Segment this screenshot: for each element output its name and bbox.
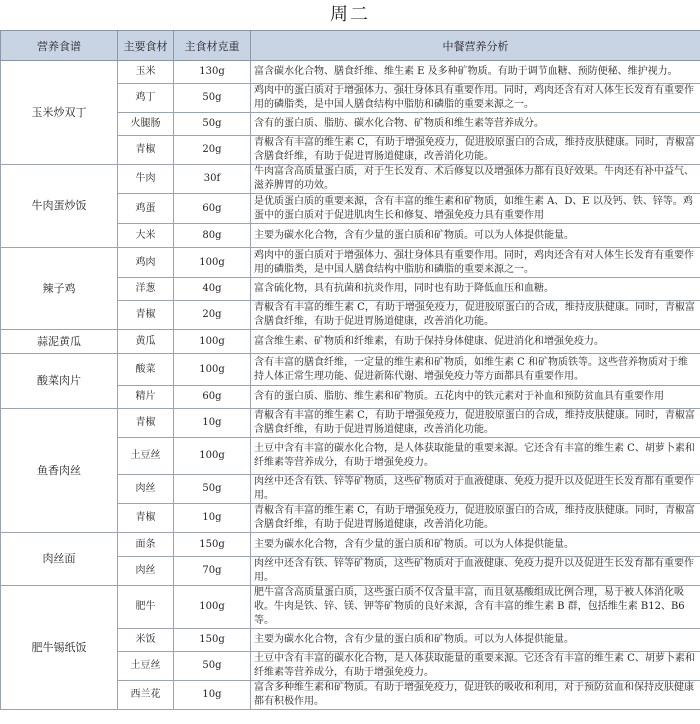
ingredient-cell: 青椒	[118, 301, 174, 330]
dish-name: 肥牛锡纸饭	[1, 586, 118, 710]
header-recipe: 营养食谱	[1, 31, 118, 61]
ingredient-cell: 鸡肉	[118, 248, 174, 278]
header-analysis: 中餐营养分析	[251, 31, 700, 61]
weight-cell: 50g	[174, 652, 251, 681]
header-row	[1, 31, 700, 61]
analysis-cell: 青椒含有丰富的维生素 C，有助于增强免疫力，促进胶原蛋白的合成，维持皮肤健康。同时，青椒富含膳食纤维，有助于促进胃肠道健康，改善消化功能。	[251, 301, 700, 330]
table-row	[1, 330, 700, 354]
ingredient-cell: 肥牛	[118, 586, 174, 629]
table-row	[1, 354, 700, 386]
analysis-cell: 青椒含有丰富的维生素 C，有助于增强免疫力，促进胶原蛋白的合成，维持皮肤健康。同时，青椒富含膳食纤维，有助于促进胃肠道健康，改善消化功能。	[251, 409, 700, 438]
analysis-cell: 富含维生素、矿物质和纤维素，有助于保持身体健康、促进消化和增强免疫力。	[251, 330, 700, 354]
ingredient-cell: 肉丝	[118, 475, 174, 504]
header-weight: 主食材克重	[174, 31, 251, 61]
ingredient-cell: 牛肉	[118, 165, 174, 194]
ingredient-cell: 青椒	[118, 409, 174, 438]
dish-name: 玉米炒双丁	[1, 61, 118, 165]
analysis-cell: 主要为碳水化合物，含有少量的蛋白质和矿物质。可以为人体提供能量。	[251, 224, 700, 248]
dish-name: 辣子鸡	[1, 248, 118, 330]
ingredient-cell: 肉丝	[118, 557, 174, 586]
analysis-cell: 主要为碳水化合物，含有少量的蛋白质和矿物质。可以为人体提供能量。	[251, 533, 700, 557]
ingredient-cell: 精片	[118, 386, 174, 409]
table-row	[1, 586, 700, 629]
ingredient-cell: 青椒	[118, 136, 174, 165]
analysis-cell: 肥牛富含高质量蛋白质，这些蛋白质不仅含量丰富，而且氨基酸组成比例合理，易于被人体消化吸收。牛肉是铁、锌、镁、钾等矿物质的良好来源，含有丰富的维生素 B 群，包括维生素 B12、B6 等。	[251, 586, 700, 629]
dish-name: 鱼香肉丝	[1, 409, 118, 533]
weight-cell: 100g	[174, 330, 251, 354]
ingredient-cell: 玉米	[118, 61, 174, 84]
weight-cell: 150g	[174, 629, 251, 652]
weight-cell: 100g	[174, 248, 251, 278]
weight-cell: 100g	[174, 438, 251, 475]
weight-cell: 60g	[174, 194, 251, 224]
analysis-cell: 肉丝中还含有铁、锌等矿物质，这些矿物质对于血液健康、免疫力提升以及促进生长发育都有重要作用。	[251, 475, 700, 504]
ingredient-cell: 鸡蛋	[118, 194, 174, 224]
weight-cell: 130g	[174, 61, 251, 84]
weight-cell: 20g	[174, 136, 251, 165]
dish-name: 蒜泥黄瓜	[1, 330, 118, 354]
analysis-cell: 含有的蛋白质、脂肪、碳水化合物、矿物质和维生素等营养成分。	[251, 113, 700, 136]
ingredient-cell: 青椒	[118, 504, 174, 533]
ingredient-cell: 黄瓜	[118, 330, 174, 354]
table-row	[1, 533, 700, 557]
nutrition-table	[0, 30, 700, 710]
weight-cell: 50g	[174, 113, 251, 136]
table-row	[1, 61, 700, 84]
analysis-cell: 含有丰富的膳食纤维，一定量的维生素和矿物质，如维生素 C 和矿物质铁等。这些营养物质对于维持人体正常生理功能、促进新陈代谢、增强免疫力等方面都具有重要作用。	[251, 354, 700, 386]
weight-cell: 30f	[174, 165, 251, 194]
ingredient-cell: 火腿肠	[118, 113, 174, 136]
analysis-cell: 青椒含有丰富的维生素 C，有助于增强免疫力，促进胶原蛋白的合成，维持皮肤健康。同时，青椒富含膳食纤维，有助于促进胃肠道健康，改善消化功能。	[251, 136, 700, 165]
dish-name: 酸菜肉片	[1, 354, 118, 409]
header-ingredient: 主要食材	[118, 31, 174, 61]
weight-cell: 10g	[174, 409, 251, 438]
dish-name: 牛肉蛋炒饭	[1, 165, 118, 248]
weight-cell: 10g	[174, 681, 251, 710]
analysis-cell: 富含多种维生素和矿物质。有助于增强免疫力，促进铁的吸收和利用，对于预防贫血和保持皮肤健康都有积极作用。	[251, 681, 700, 710]
weight-cell: 80g	[174, 224, 251, 248]
ingredient-cell: 洋葱	[118, 278, 174, 301]
ingredient-cell: 土豆丝	[118, 652, 174, 681]
ingredient-cell: 面条	[118, 533, 174, 557]
analysis-cell: 主要为碳水化合物，含有少量的蛋白质和矿物质。可以为人体提供能量。	[251, 629, 700, 652]
table-row	[1, 248, 700, 278]
weight-cell: 50g	[174, 475, 251, 504]
ingredient-cell: 鸡丁	[118, 84, 174, 113]
weight-cell: 60g	[174, 386, 251, 409]
table-row	[1, 409, 700, 438]
ingredient-cell: 西兰花	[118, 681, 174, 710]
table-row	[1, 165, 700, 194]
ingredient-cell: 土豆丝	[118, 438, 174, 475]
ingredient-cell: 大米	[118, 224, 174, 248]
weight-cell: 70g	[174, 557, 251, 586]
analysis-cell: 青椒含有丰富的维生素 C，有助于增强免疫力，促进胶原蛋白的合成，维持皮肤健康。同时，青椒富含膳食纤维，有助于促进胃肠道健康，改善消化功能。	[251, 504, 700, 533]
analysis-cell: 土豆中含有丰富的碳水化合物，是人体获取能量的重要来源。它还含有丰富的维生素 C、胡萝卜素和纤维素等营养成分，有助于增强免疫力。	[251, 652, 700, 681]
table-body	[1, 61, 700, 710]
analysis-cell: 富含硫化物，具有抗菌和抗炎作用，同时也有助于降低血压和血糖。	[251, 278, 700, 301]
weight-cell: 150g	[174, 533, 251, 557]
analysis-cell: 牛肉富含高质量蛋白质，对于生长发育、术后修复以及增强体力都有良好效果。牛肉还有补中益气、滋养脾胃的功效。	[251, 165, 700, 194]
weight-cell: 100g	[174, 354, 251, 386]
analysis-cell: 鸡肉中的蛋白质对于增强体力、强壮身体具有重要作用。同时，鸡肉还含有对人体生长发育有重要作用的磷脂类，是中国人膳食结构中脂肪和磷脂的重要来源之一。	[251, 84, 700, 113]
ingredient-cell: 酸菜	[118, 354, 174, 386]
analysis-cell: 土豆中含有丰富的碳水化合物，是人体获取能量的重要来源。它还含有丰富的维生素 C、胡萝卜素和纤维素等营养成分，有助于增强免疫力。	[251, 438, 700, 475]
analysis-cell: 是优质蛋白质的重要来源，含有丰富的维生素和矿物质，如维生素 A、D、E 以及钙、铁、锌等。鸡蛋中的蛋白质对于促进肌肉生长和修复、增强免疫力具有重要作用	[251, 194, 700, 224]
weight-cell: 10g	[174, 504, 251, 533]
weight-cell: 40g	[174, 278, 251, 301]
analysis-cell: 含有的蛋白质、脂肪、维生素和矿物质。五花肉中的铁元素对于补血和预防贫血具有重要作用	[251, 386, 700, 409]
weight-cell: 20g	[174, 301, 251, 330]
weight-cell: 50g	[174, 84, 251, 113]
dish-name: 肉丝面	[1, 533, 118, 586]
analysis-cell: 鸡肉中的蛋白质对于增强体力、强壮身体具有重要作用。同时，鸡肉还含有对人体生长发育有重要作用的磷脂类，是中国人膳食结构中脂肪和磷脂的重要来源之一。	[251, 248, 700, 278]
ingredient-cell: 米饭	[118, 629, 174, 652]
analysis-cell: 富含碳水化合物、膳食纤维、维生素 E 及多种矿物质。有助于调节血糖、预防便秘、维护视力。	[251, 61, 700, 84]
page-title: 周二	[330, 4, 370, 25]
analysis-cell: 肉丝中还含有铁、锌等矿物质，这些矿物质对于血液健康、免疫力提升以及促进生长发育都有重要作用。	[251, 557, 700, 586]
weight-cell: 100g	[174, 586, 251, 629]
